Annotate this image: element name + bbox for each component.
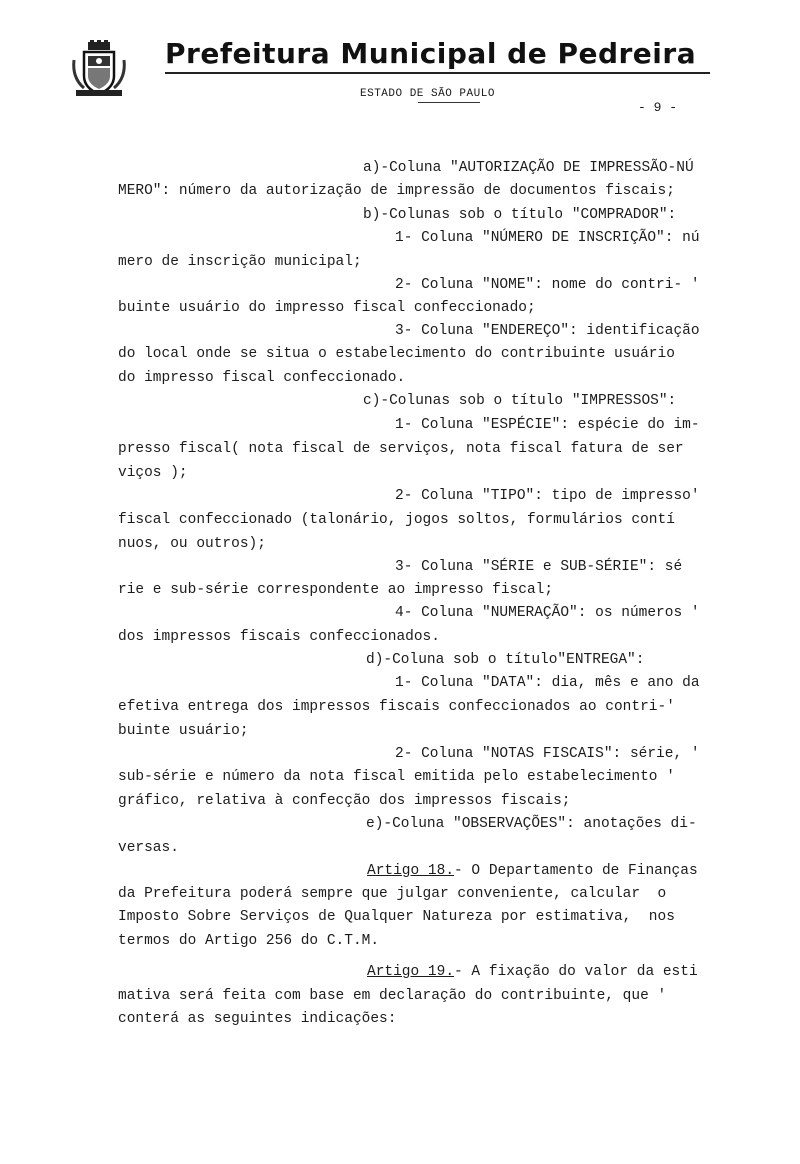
text-line: 4- Coluna "NUMERAÇÃO": os números ' xyxy=(395,605,700,621)
text-line: rie e sub-série correspondente ao impresso fiscal; xyxy=(118,582,554,598)
text-line: do impresso fiscal confeccionado. xyxy=(118,370,406,386)
text-line: buinte usuário; xyxy=(118,723,249,739)
municipal-crest-icon xyxy=(70,40,128,98)
text-line: 1- Coluna "NÚMERO DE INSCRIÇÃO": nú xyxy=(395,230,700,246)
text-line: 2- Coluna "TIPO": tipo de impresso' xyxy=(395,488,700,504)
text-line: mero de inscrição municipal; xyxy=(118,254,362,270)
article-19-label: Artigo 19. xyxy=(367,964,455,980)
text-line: 2- Coluna "NOME": nome do contri- ' xyxy=(395,277,700,293)
text-line: termos do Artigo 256 do C.T.M. xyxy=(118,933,380,949)
text-line: sub-série e número da nota fiscal emitida pelo estabelecimento ' xyxy=(118,769,675,785)
text-line: gráfico, relativa à confecção dos impressos fiscais; xyxy=(118,793,571,809)
page-title: Prefeitura Municipal de Pedreira xyxy=(165,37,697,70)
subtitle-underline xyxy=(418,102,480,103)
text-line: mativa será feita com base em declaração do contribuinte, que ' xyxy=(118,988,667,1004)
text-line: do local onde se situa o estabelecimento do contribuinte usuário xyxy=(118,346,675,362)
text-line: 1- Coluna "DATA": dia, mês e ano da xyxy=(395,675,700,691)
text-line: c)-Colunas sob o título "IMPRESSOS": xyxy=(363,393,677,409)
article-paragraph xyxy=(367,863,698,879)
text-line: 2- Coluna "NOTAS FISCAIS": série, ' xyxy=(395,746,700,762)
text-line: - O Departamento de Finanças xyxy=(454,863,698,879)
page-number: - 9 - xyxy=(638,100,678,115)
text-line: 1- Coluna "ESPÉCIE": espécie do im- xyxy=(395,417,700,433)
text-line: b)-Colunas sob o título "COMPRADOR": xyxy=(363,207,677,223)
text-line: efetiva entrega dos impressos fiscais confeccionados ao contri-' xyxy=(118,699,675,715)
text-line: conterá as seguintes indicações: xyxy=(118,1011,397,1027)
text-line: 3- Coluna "ENDEREÇO": identificação xyxy=(395,323,700,339)
text-line: MERO": número da autorização de impressão de documentos fiscais; xyxy=(118,183,675,199)
text-line: versas. xyxy=(118,840,179,856)
text-line: nuos, ou outros); xyxy=(118,536,266,552)
text-line: fiscal confeccionado (talonário, jogos soltos, formulários contí xyxy=(118,512,675,528)
article-18-label: Artigo 18. xyxy=(367,863,455,879)
text-line: - A fixação do valor da esti xyxy=(454,964,698,980)
text-line: presso fiscal( nota fiscal de serviços, nota fiscal fatura de ser xyxy=(118,441,684,457)
text-line: a)-Coluna "AUTORIZAÇÃO DE IMPRESSÃO-NÚ xyxy=(363,160,694,176)
article-paragraph xyxy=(367,964,698,980)
state-subtitle: ESTADO DE SÃO PAULO xyxy=(360,88,495,100)
text-line: 3- Coluna "SÉRIE e SUB-SÉRIE": sé xyxy=(395,559,683,575)
text-line: da Prefeitura poderá sempre que julgar conveniente, calcular o xyxy=(118,886,667,902)
text-line: d)-Coluna sob o título"ENTREGA": xyxy=(366,652,645,668)
text-line: e)-Coluna "OBSERVAÇÕES": anotações di- xyxy=(366,816,697,832)
text-line: viços ); xyxy=(118,465,188,481)
text-line: dos impressos fiscais confeccionados. xyxy=(118,629,440,645)
title-underline xyxy=(165,72,710,74)
text-line: buinte usuário do impresso fiscal confeccionado; xyxy=(118,300,536,316)
text-line: Imposto Sobre Serviços de Qualquer Natureza por estimativa, nos xyxy=(118,909,675,925)
